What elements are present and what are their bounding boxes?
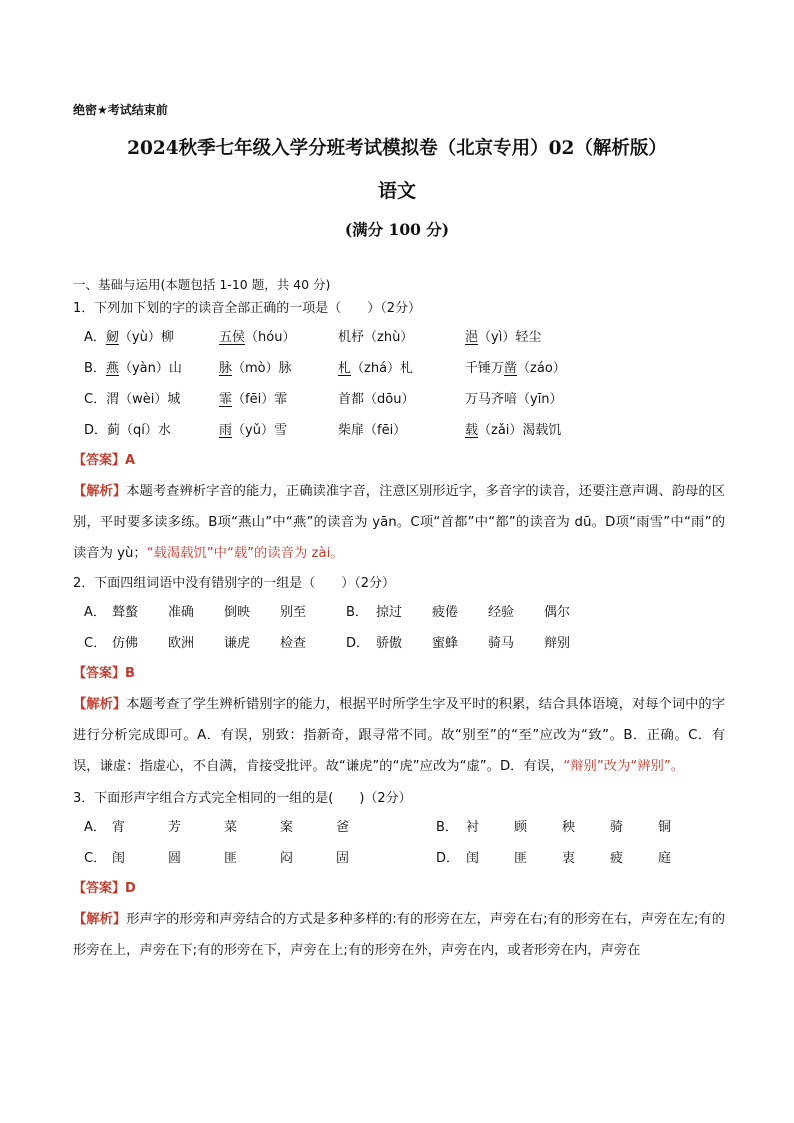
option-char: 圆 <box>168 851 182 866</box>
option-cell: B．燕（yàn）山 <box>84 361 182 376</box>
option-cell: 万马齐喑（yīn） <box>465 392 563 407</box>
option-char: 衬 <box>466 820 480 835</box>
option-row-cd <box>84 843 725 874</box>
question-1-stem: 1．下列加下划的字的读音全部正确的一项是（ ）（2分） <box>73 301 422 316</box>
option-cell: 千锤万凿（záo） <box>465 361 566 376</box>
option-letter: B． <box>346 605 368 620</box>
question-2-answer: 【答案】B <box>73 666 135 681</box>
option-char: 铜 <box>658 820 672 835</box>
option-char: 闺 <box>466 851 480 866</box>
option-char: 菜 <box>224 820 238 835</box>
exam-title: 2024秋季七年级入学分班考试模拟卷（北京专用）02（解析版） <box>127 138 667 159</box>
option-letter: D． <box>436 851 460 866</box>
option-char: 顾 <box>514 820 528 835</box>
option-char: 秧 <box>562 820 576 835</box>
option-letter: C． <box>84 636 107 651</box>
option-row-d <box>84 415 725 446</box>
option-word: 疲倦 <box>432 605 459 620</box>
option-letter: D． <box>346 636 370 651</box>
option-word: 偶尔 <box>544 605 571 620</box>
option-cell: 载（zǎi）渴载饥 <box>465 423 562 438</box>
option-word: 经验 <box>488 605 515 620</box>
option-word: 检查 <box>280 636 307 651</box>
option-char: 闷 <box>280 851 294 866</box>
option-word: 骑马 <box>488 636 515 651</box>
option-char: 匪 <box>224 851 238 866</box>
option-word: 骄傲 <box>376 636 403 651</box>
option-char: 匪 <box>514 851 528 866</box>
subject-title: 语文 <box>377 180 416 202</box>
option-char: 宵 <box>112 820 126 835</box>
question-3-stem: 3．下面形声字组合方式完全相同的一组的是( )（2分） <box>73 791 412 806</box>
question-1-explanation: 【解析】本题考查辨析字音的能力，正确读准字音，注意区别形近字，多音字的读音，还要注意声调、韵母的区别，平时要多读多练。B项“燕山”中“燕”的读音为 yān。C项“首都”中“都”的读音为 dū。D项“雨雪”中“雨”的读音为 yù；“载渴载饥”中“载”的读音为 zài。 <box>73 484 726 561</box>
option-row-ab <box>84 597 725 628</box>
option-word: 准确 <box>168 605 195 620</box>
document-body <box>73 274 725 966</box>
question-2-stem: 2．下面四组词语中没有错别字的一组是（ ）（2分） <box>73 576 396 591</box>
option-letter: C． <box>84 851 107 866</box>
option-word: 仿佛 <box>112 636 139 651</box>
question-1-options <box>73 322 725 446</box>
question-3-options <box>73 812 725 874</box>
option-cell: 霏（fēi）霏 <box>219 392 288 407</box>
option-word: 蜜蜂 <box>432 636 459 651</box>
option-word: 辩别 <box>544 636 571 651</box>
option-char: 庭 <box>658 851 672 866</box>
option-row-a <box>84 322 725 353</box>
option-cell: 雨（yǔ）雪 <box>219 423 287 438</box>
question-3-explanation: 【解析】形声字的形旁和声旁结合的方式是多种多样的:有的形旁在左，声旁在右;有的形旁在右，声旁在左;有的形旁在上，声旁在下;有的形旁在下，声旁在上;有的形旁在外，声旁在内，或者形旁在内，声旁在 <box>73 912 725 958</box>
option-cell: 脉（mò）脉 <box>219 361 292 376</box>
option-letter: A． <box>84 605 106 620</box>
option-row-b <box>84 353 725 384</box>
option-word: 谦虎 <box>224 636 251 651</box>
option-cell: 首都（dōu） <box>338 392 415 407</box>
option-letter: A． <box>84 820 106 835</box>
total-score: (满分 100 分) <box>344 220 450 239</box>
section-heading: 一、基础与运用(本题包括 1-10 题，共 40 分) <box>73 277 331 292</box>
option-cell: 五侯（hóu） <box>219 330 296 345</box>
option-char: 闺 <box>112 851 126 866</box>
option-char: 衷 <box>562 851 576 866</box>
option-row-ab <box>84 812 725 843</box>
option-cell: 札（zhá）札 <box>338 361 414 376</box>
question-2-options <box>73 597 725 659</box>
option-word: 倒映 <box>224 605 251 620</box>
option-char: 疲 <box>610 851 624 866</box>
option-char: 芳 <box>168 820 182 835</box>
confidential-label: 绝密★考试结束前 <box>73 103 168 117</box>
option-row-c <box>84 384 725 415</box>
question-1-answer: 【答案】A <box>73 453 136 468</box>
option-word: 别至 <box>280 605 307 620</box>
option-letter: B． <box>436 820 458 835</box>
option-row-cd <box>84 628 725 659</box>
option-cell: 机杼（zhù） <box>338 330 414 345</box>
option-cell: C．渭（wèi）城 <box>84 392 181 407</box>
option-word: 聱螯 <box>112 605 139 620</box>
option-word: 欧洲 <box>168 636 195 651</box>
option-char: 爸 <box>336 820 350 835</box>
option-cell: A．劒（yù）柳 <box>84 330 174 345</box>
option-char: 固 <box>336 851 350 866</box>
option-char: 骑 <box>610 820 624 835</box>
option-cell: 柴扉（fēi） <box>338 423 407 438</box>
option-char: 案 <box>280 820 294 835</box>
question-2-explanation: 【解析】本题考查了学生辨析错别字的能力，根据平时所学生字及平时的积累，结合具体语境，对每个词中的字进行分析完成即可。A．有误，别致：指新奇，跟寻常不同。故“别至”的“至”应改为“致”。B．正确。C．有误，谦虚：指虚心，不自满，肯接受批评。故“谦虎”的“虎”应改为“虚”。D．有误，“辩别”改为“辨别”。 <box>73 697 726 774</box>
option-cell: D．蓟（qí）水 <box>84 423 171 438</box>
question-3-answer: 【答案】D <box>73 881 136 896</box>
option-cell: 浥（yì）轻尘 <box>465 330 542 345</box>
option-word: 掠过 <box>376 605 403 620</box>
